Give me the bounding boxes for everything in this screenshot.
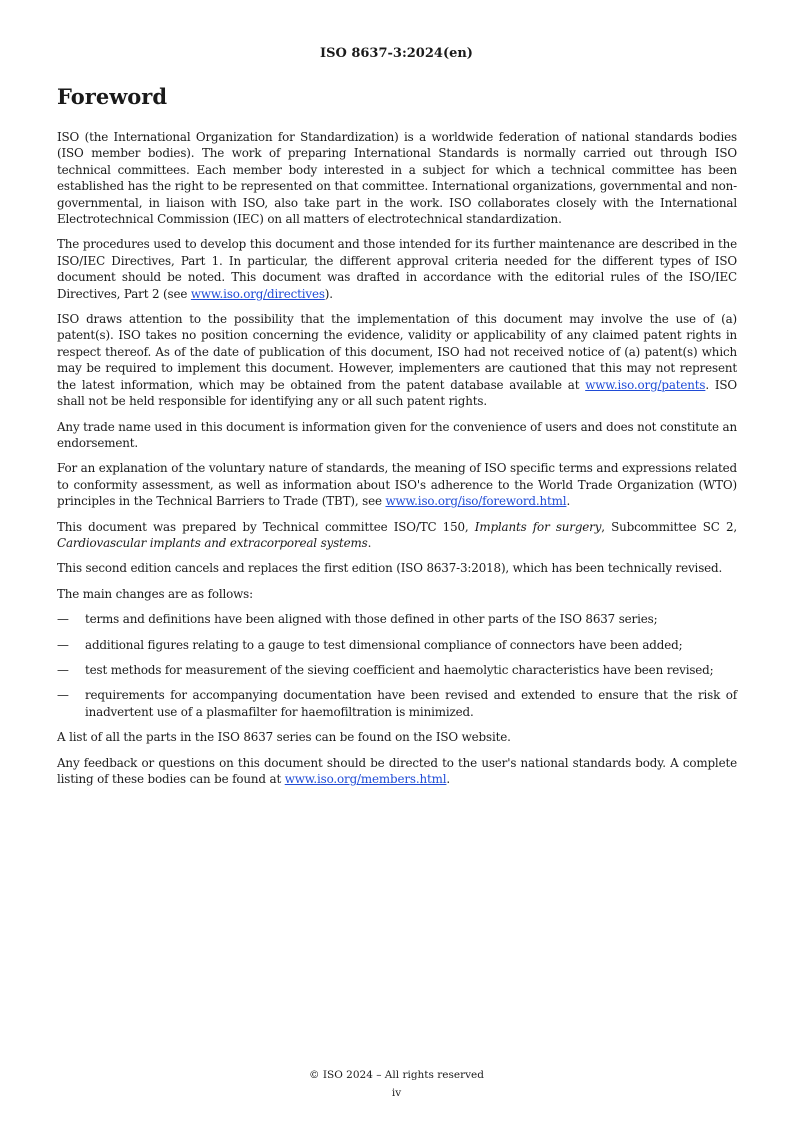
foreword-body: [57, 129, 737, 796]
paragraph: [57, 311, 737, 409]
text: , Subcommittee SC 2,: [601, 519, 737, 534]
dash: —: [57, 688, 69, 703]
dash: —: [57, 662, 69, 677]
dash: —: [57, 637, 69, 652]
text: .: [446, 772, 451, 786]
committee-title: Implants for surgery: [474, 519, 602, 534]
list-item: [57, 687, 737, 720]
paragraph: This second edition cancels and replaces the first edition (ISO 8637-3:2018), which has been technically revised.: [57, 561, 723, 576]
text: .: [566, 494, 571, 509]
text: The procedures used to develop this document and those intended for its further maintenance are described in the ISO/IEC Directives, Part 1. In particular, the different approval criteria needed for the different types of ISO document should be noted. This document was drafted in accordance with the editorial rules of the ISO/IEC Directives, Part 2 (see: [57, 237, 737, 301]
list-item-text: requirements for accompanying documentation have been revised and extended to ensure that the risk of inadvertent use of a plasmafilter for haemofiltration is minimized.: [85, 688, 737, 719]
members-link[interactable]: www.iso.org/members.html: [284, 772, 447, 786]
paragraph: [57, 460, 737, 509]
paragraph: [57, 236, 737, 302]
foreword-link[interactable]: www.iso.org/iso/foreword.html: [385, 494, 567, 509]
copyright: © ISO 2024 – All rights reserved: [309, 1069, 484, 1081]
list-item: [57, 662, 737, 678]
patents-link[interactable]: www.iso.org/patents: [585, 377, 706, 392]
text: .: [367, 535, 372, 550]
page-title: Foreword: [57, 84, 168, 109]
text: ).: [324, 286, 333, 301]
paragraph: [57, 755, 737, 788]
dash: —: [57, 612, 69, 627]
paragraph: Any trade name used in this document is information given for the convenience of users and does not constitute an endorsement.: [57, 419, 737, 450]
paragraph: [57, 519, 737, 552]
text: Any feedback or questions on this document should be directed to the user's national standards body. A complete listing of these bodies can be found at: [57, 755, 737, 786]
paragraph: The main changes are as follows:: [57, 586, 253, 601]
list-item-text: test methods for measurement of the sieving coefficient and haemolytic characteristics have been revised;: [85, 662, 714, 677]
text: For an explanation of the voluntary nature of standards, the meaning of ISO specific terms and expressions related to conformity assessment, as well as information about ISO's adherence to the World Trade Organization (WTO) principles in the Technical Barriers to Trade (TBT), see: [57, 461, 737, 509]
directives-link[interactable]: www.iso.org/directives: [190, 286, 325, 301]
list-item: [57, 637, 737, 653]
document-header: ISO 8637-3:2024(en): [320, 46, 473, 61]
paragraph: A list of all the parts in the ISO 8637 series can be found on the ISO website.: [57, 730, 511, 745]
text: . ISO shall not be held responsible for identifying any or all such patent rights.: [57, 377, 737, 409]
text: This document was prepared by Technical committee ISO/TC 150,: [57, 519, 475, 534]
subcommittee-title: Cardiovascular implants and extracorporeal systems: [57, 535, 368, 550]
list-item: [57, 611, 737, 627]
page-footer: [0, 1066, 793, 1102]
page-number: iv: [391, 1087, 402, 1099]
list-item-text: terms and definitions have been aligned with those defined in other parts of the ISO 8637 series;: [85, 612, 658, 627]
text: ISO draws attention to the possibility that the implementation of this document may involve the use of (a) patent(s). ISO takes no position concerning the evidence, validity or applicability of any claimed patent rights in respect thereof. As of the date of publication of this document, ISO had not received notice of (a) patent(s) which may be required to implement this document. However, implementers are cautioned that this may not represent the latest information, which may be obtained from the patent database available at: [57, 312, 737, 392]
paragraph: ISO (the International Organization for Standardization) is a worldwide federation of national standards bodies (ISO member bodies). The work of preparing International Standards is normally carried out through ISO technical committees. Each member body interested in a subject for which a technical committee has been established has the right to be represented on that committee. International organizations, governmental and non-governmental, in liaison with ISO, also take part in the work. ISO collaborates closely with the International Electrotechnical Commission (IEC) on all matters of electrotechnical standardization.: [57, 130, 737, 227]
list-item-text: additional figures relating to a gauge to test dimensional compliance of connectors have been added;: [85, 637, 683, 652]
